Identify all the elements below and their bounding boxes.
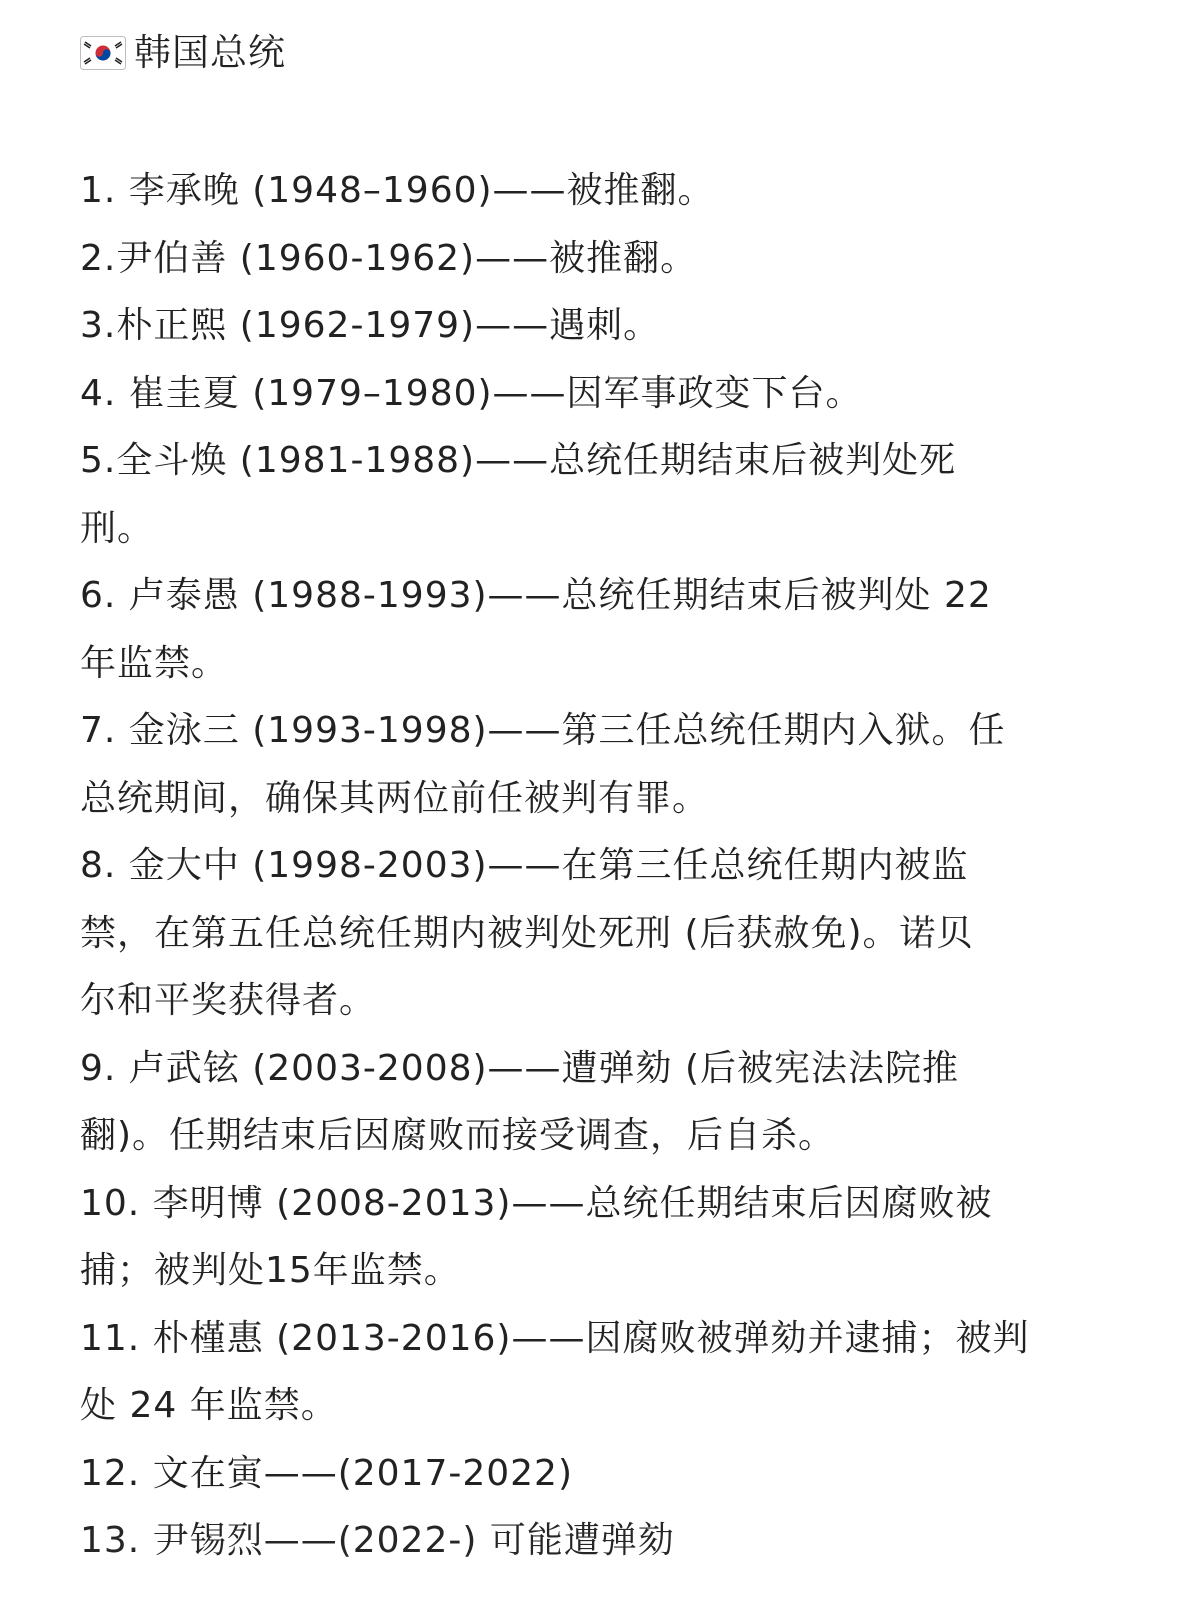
list-line: 5.全斗焕 (1981-1988)——总统任期结束后被判处死 (80, 440, 957, 481)
list-line: 12. 文在寅——(2017-2022) (80, 1452, 574, 1494)
list-line: 禁，在第五任总统任期内被判处死刑 (后获赦免)。诺贝 (80, 912, 974, 954)
list-line: 4. 崔圭夏 (1979–1980)——因军事政变下台。 (80, 372, 863, 414)
list-line: 总统期间，确保其两位前任被判有罪。 (80, 777, 710, 819)
list-line: 6. 卢泰愚 (1988-1993)——总统任期结束后被判处 22 (80, 575, 992, 616)
list-line: 7. 金泳三 (1993-1998)——第三任总统任期内入狱。任 (80, 710, 1006, 751)
list-line: 10. 李明博 (2008-2013)——总统任期结束后因腐败被 (80, 1182, 993, 1224)
list-line: 8. 金大中 (1998-2003)——在第三任总统任期内被监 (80, 845, 969, 886)
list-line: 年监禁。 (80, 642, 229, 684)
list-line: 13. 尹锡烈——(2022-) 可能遭弹劾 (80, 1520, 675, 1561)
list-line: 捕；被判处15年监禁。 (80, 1250, 461, 1291)
list-line: 处 24 年监禁。 (80, 1385, 338, 1426)
list-line: 1. 李承晚 (1948–1960)——被推翻。 (80, 170, 715, 211)
list-line: 刑。 (80, 507, 155, 549)
list-line: 9. 卢武铉 (2003-2008)——遭弹劾 (后被宪法法院推 (80, 1047, 960, 1089)
list-line: 3.朴正熙 (1962-1979)——遇刺。 (80, 305, 661, 346)
title-row (80, 26, 286, 80)
list-line: 11. 朴槿惠 (2013-2016)——因腐败被弹劾并逮捕；被判 (80, 1317, 1030, 1359)
president-list (80, 157, 1080, 1575)
list-line: 尔和平奖获得者。 (80, 980, 377, 1021)
page-title: 韩国总统 (134, 31, 286, 74)
list-line: 2.尹伯善 (1960-1962)——被推翻。 (80, 237, 698, 279)
korea-flag-icon (80, 36, 126, 70)
list-line: 翻)。任期结束后因腐败而接受调查，后自杀。 (80, 1115, 836, 1156)
